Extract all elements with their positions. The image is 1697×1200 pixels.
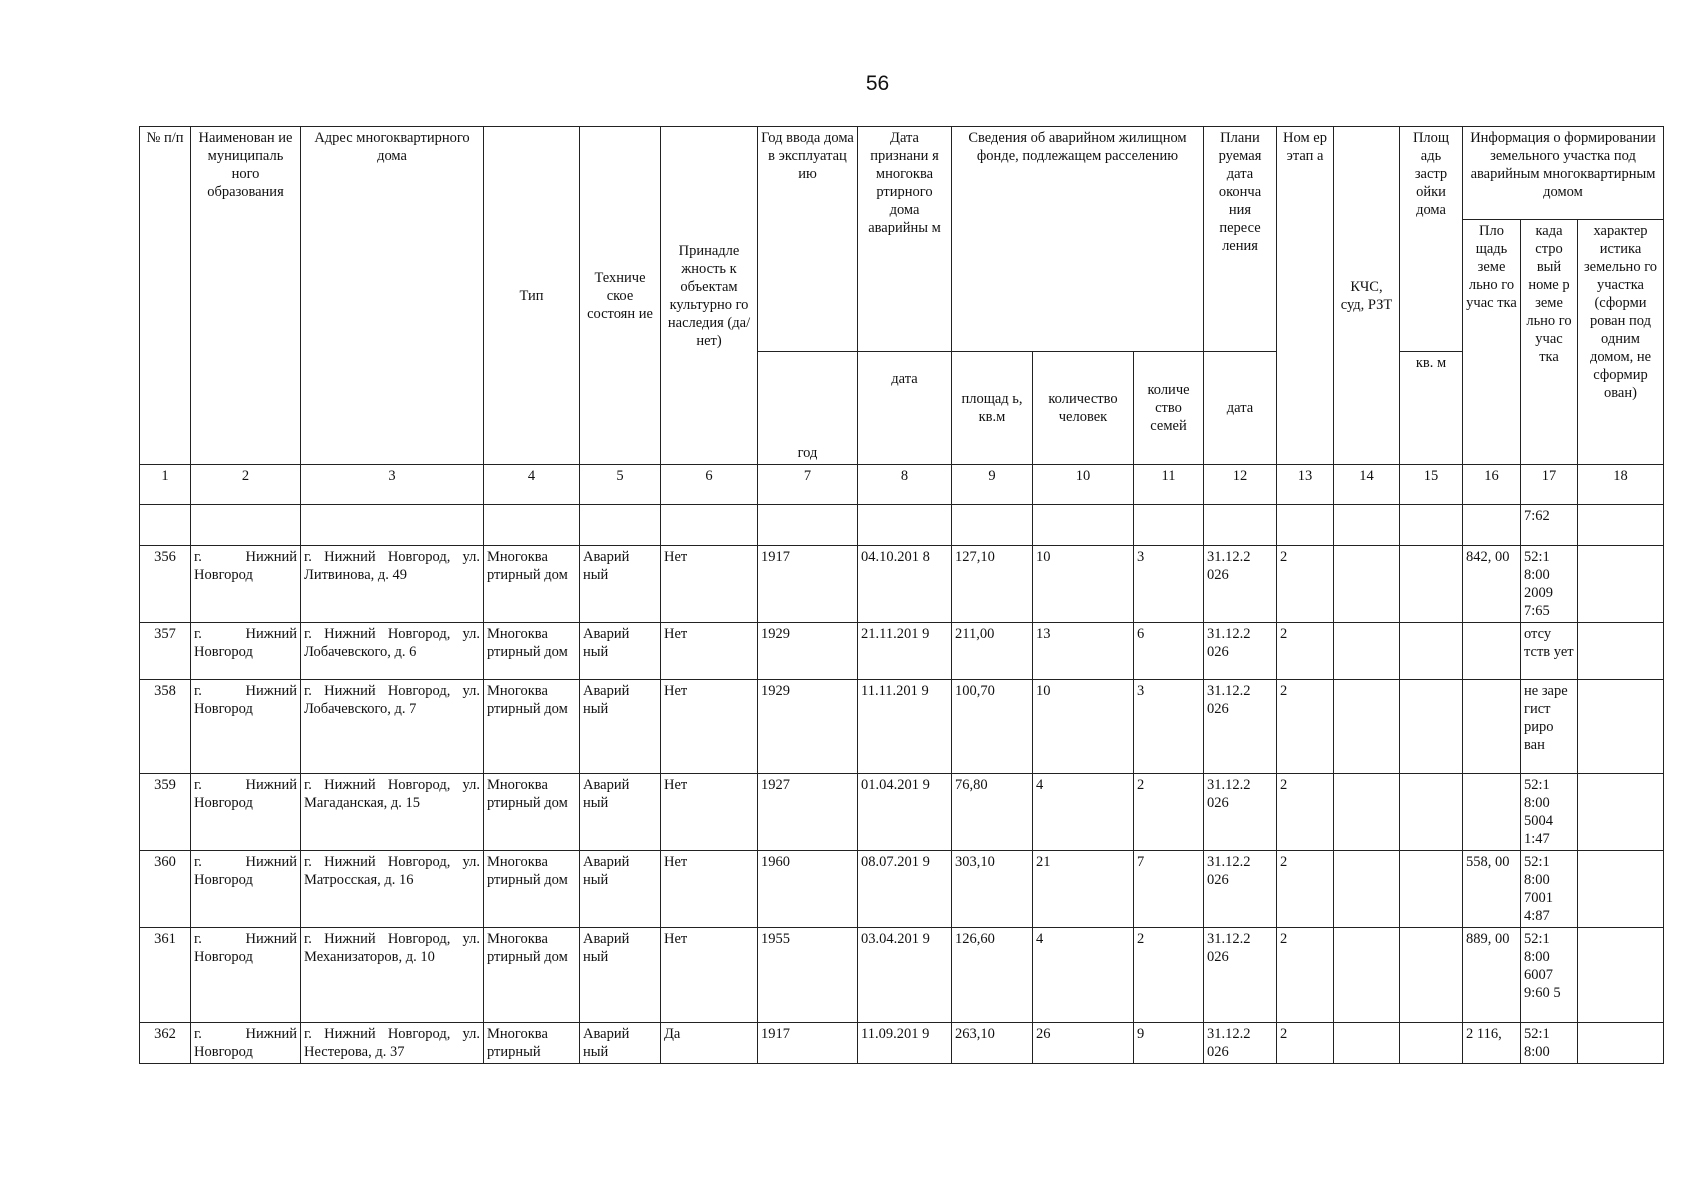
family-count-cell: 3 [1134,680,1204,774]
stage-cell: 2 [1277,546,1334,623]
emergency-date-cell: 11.11.201 9 [858,680,952,774]
row-number-cell: 360 [140,851,191,928]
kchs-cell [1334,774,1400,851]
built-area-cell [1400,774,1463,851]
land-characteristic-cell [1578,851,1664,928]
heritage-cell: Да [661,1023,758,1064]
column-number-cell: 15 [1400,465,1463,505]
table-row [140,1023,1664,1064]
technical-state-cell: Аварий ный [580,851,661,928]
column-number-cell: 4 [484,465,580,505]
heritage-cell: Нет [661,680,758,774]
unit-families: количе ство семей [1134,352,1204,465]
header-municipality: Наименован ие муниципаль ного образования [191,127,301,465]
technical-state-cell: Аварий ный [580,774,661,851]
kchs-cell [1334,851,1400,928]
municipality-cell: г. Нижний Новгород [191,928,301,1023]
people-count-cell: 4 [1033,928,1134,1023]
technical-state-cell: Аварий ный [580,546,661,623]
land-area-cell [1463,774,1521,851]
plan-date-cell: 31.12.2 026 [1204,1023,1277,1064]
land-area-cell [1463,623,1521,680]
kchs-cell [1334,680,1400,774]
built-area-cell [1400,623,1463,680]
family-count-cell: 9 [1134,1023,1204,1064]
plan-date-cell: 31.12.2 026 [1204,680,1277,774]
land-characteristic-cell [1578,928,1664,1023]
building-type-cell: Многоква ртирный дом [484,546,580,623]
year-cell: 1955 [758,928,858,1023]
table-row [140,546,1664,623]
building-type-cell: Многоква ртирный [484,1023,580,1064]
header-emergency-date: Дата признани я многоква ртирного дома аварийны м [858,127,952,352]
unit-plan-date: дата [1204,352,1277,465]
year-cell: 1927 [758,774,858,851]
area-cell: 211,00 [952,623,1033,680]
emergency-date-cell: 04.10.201 8 [858,546,952,623]
column-number-cell: 13 [1277,465,1334,505]
unit-built-area: кв. м [1400,352,1463,465]
cadastral-number-cell: 52:1 8:00 7001 4:87 [1521,851,1578,928]
family-count-cell: 6 [1134,623,1204,680]
unit-area: площад ь, кв.м [952,352,1033,465]
row-number-cell: 361 [140,928,191,1023]
emergency-date-cell: 08.07.201 9 [858,851,952,928]
emergency-date-cell: 01.04.201 9 [858,774,952,851]
address-cell: г. Нижний Новгород, ул. Литвинова, д. 49 [301,546,484,623]
technical-state-cell: Аварий ный [580,1023,661,1064]
area-cell: 303,10 [952,851,1033,928]
address-cell: г. Нижний Новгород, ул. Матросская, д. 16 [301,851,484,928]
header-address: Адрес многоквартирного дома [301,127,484,465]
people-count-cell: 26 [1033,1023,1134,1064]
address-cell: г. Нижний Новгород, ул. Механизаторов, д. 10 [301,928,484,1023]
land-area-cell: 889, 00 [1463,928,1521,1023]
heritage-cell: Нет [661,851,758,928]
row-number-cell: 358 [140,680,191,774]
cadastral-number-cell: 7:62 [1521,505,1578,546]
header-heritage: Принадле жность к объектам культурно го наследия (да/нет) [661,127,758,465]
header-emergency-housing-info: Сведения об аварийном жилищном фонде, подлежащем расселению [952,127,1204,352]
building-type-cell: Многоква ртирный дом [484,774,580,851]
year-cell: 1929 [758,623,858,680]
family-count-cell: 2 [1134,928,1204,1023]
address-cell: г. Нижний Новгород, ул. Лобачевского, д. 6 [301,623,484,680]
column-number-cell: 14 [1334,465,1400,505]
family-count-cell: 3 [1134,546,1204,623]
cadastral-number-cell: 52:1 8:00 2009 7:65 [1521,546,1578,623]
kchs-cell [1334,623,1400,680]
building-type-cell: Многоква ртирный дом [484,680,580,774]
technical-state-cell: Аварий ный [580,680,661,774]
plan-date-cell: 31.12.2 026 [1204,774,1277,851]
table-row [140,928,1664,1023]
municipality-cell: г. Нижний Новгород [191,774,301,851]
building-type-cell: Многоква ртирный дом [484,928,580,1023]
stage-cell: 2 [1277,1023,1334,1064]
column-numbers [140,465,1664,505]
emergency-date-cell: 11.09.201 9 [858,1023,952,1064]
header-land-plot-info: Информация о формировании земельного участка под аварийным многоквартирным домом [1463,127,1664,220]
people-count-cell: 13 [1033,623,1134,680]
column-number-cell: 3 [301,465,484,505]
building-type-cell: Многоква ртирный дом [484,851,580,928]
kchs-cell [1334,1023,1400,1064]
year-cell: 1917 [758,1023,858,1064]
header-built-area: Площ адь застр ойки дома [1400,127,1463,352]
built-area-cell [1400,1023,1463,1064]
column-number-cell: 2 [191,465,301,505]
header-stage-number: Ном ер этап а [1277,127,1334,465]
kchs-cell [1334,546,1400,623]
header-planned-relocation-date: Плани руемая дата оконча ния пересе ления [1204,127,1277,352]
stage-cell: 2 [1277,680,1334,774]
table-row [140,623,1664,680]
header-year-commissioned: Год ввода дома в эксплуатац ию [758,127,858,352]
land-area-cell: 842, 00 [1463,546,1521,623]
year-cell: 1960 [758,851,858,928]
row-number-cell: 362 [140,1023,191,1064]
unit-year: год [758,352,858,465]
address-cell: г. Нижний Новгород, ул. Лобачевского, д. 7 [301,680,484,774]
area-cell: 100,70 [952,680,1033,774]
header-type: Тип [484,127,580,465]
column-number-cell: 9 [952,465,1033,505]
column-number-cell: 16 [1463,465,1521,505]
table-body [140,505,1664,1064]
technical-state-cell: Аварий ный [580,928,661,1023]
heritage-cell: Нет [661,928,758,1023]
area-cell: 126,60 [952,928,1033,1023]
unit-date: дата [858,352,952,465]
land-characteristic-cell [1578,623,1664,680]
page-number: 56 [865,72,890,95]
built-area-cell [1400,928,1463,1023]
unit-people: количество человек [1033,352,1134,465]
people-count-cell: 10 [1033,680,1134,774]
land-area-cell [1463,680,1521,774]
cadastral-number-cell: 52:1 8:00 6007 9:60 5 [1521,928,1578,1023]
header-land-area: Пло щадь земе льно го учас тка [1463,220,1521,465]
built-area-cell [1400,680,1463,774]
column-number-cell: 1 [140,465,191,505]
people-count-cell: 4 [1033,774,1134,851]
emergency-date-cell: 03.04.201 9 [858,928,952,1023]
cadastral-number-cell: не заре гист риро ван [1521,680,1578,774]
municipality-cell: г. Нижний Новгород [191,1023,301,1064]
table-row [140,774,1664,851]
municipality-cell: г. Нижний Новгород [191,680,301,774]
heritage-cell: Нет [661,774,758,851]
address-cell: г. Нижний Новгород, ул. Магаданская, д. 15 [301,774,484,851]
cadastral-number-cell: 52:1 8:00 5004 1:47 [1521,774,1578,851]
year-cell: 1929 [758,680,858,774]
emergency-date-cell: 21.11.201 9 [858,623,952,680]
built-area-cell [1400,851,1463,928]
family-count-cell: 2 [1134,774,1204,851]
header-cadastral-number: када стро вый номе р земе льно го учас тка [1521,220,1578,465]
row-number-cell: 359 [140,774,191,851]
header-technical-state: Техниче ское состоян ие [580,127,661,465]
column-number-cell: 8 [858,465,952,505]
table-row-carryover [140,505,1664,546]
stage-cell: 2 [1277,928,1334,1023]
table-row [140,680,1664,774]
land-area-cell: 558, 00 [1463,851,1521,928]
built-area-cell [1400,546,1463,623]
header-no: № п/п [140,127,191,465]
table-row [140,851,1664,928]
stage-cell: 2 [1277,623,1334,680]
building-type-cell: Многоква ртирный дом [484,623,580,680]
row-number-cell: 356 [140,546,191,623]
stage-cell: 2 [1277,851,1334,928]
row-number-cell: 357 [140,623,191,680]
column-number-cell: 18 [1578,465,1664,505]
stage-cell: 2 [1277,774,1334,851]
kchs-cell [1334,928,1400,1023]
column-number-cell: 6 [661,465,758,505]
column-number-cell: 17 [1521,465,1578,505]
address-cell: г. Нижний Новгород, ул. Нестерова, д. 37 [301,1023,484,1064]
cadastral-number-cell: 52:1 8:00 [1521,1023,1578,1064]
land-characteristic-cell [1578,1023,1664,1064]
people-count-cell: 21 [1033,851,1134,928]
land-characteristic-cell [1578,774,1664,851]
area-cell: 127,10 [952,546,1033,623]
plan-date-cell: 31.12.2 026 [1204,928,1277,1023]
people-count-cell: 10 [1033,546,1134,623]
family-count-cell: 7 [1134,851,1204,928]
column-number-cell: 10 [1033,465,1134,505]
plan-date-cell: 31.12.2 026 [1204,851,1277,928]
header-kchs: КЧС, суд, РЗТ [1334,127,1400,465]
housing-registry-table [139,126,1664,1064]
land-characteristic-cell [1578,680,1664,774]
column-number-cell: 12 [1204,465,1277,505]
column-number-cell: 7 [758,465,858,505]
municipality-cell: г. Нижний Новгород [191,623,301,680]
area-cell: 263,10 [952,1023,1033,1064]
table-header [140,127,1664,465]
plan-date-cell: 31.12.2 026 [1204,623,1277,680]
column-number-cell: 11 [1134,465,1204,505]
municipality-cell: г. Нижний Новгород [191,851,301,928]
municipality-cell: г. Нижний Новгород [191,546,301,623]
year-cell: 1917 [758,546,858,623]
heritage-cell: Нет [661,623,758,680]
technical-state-cell: Аварий ный [580,623,661,680]
plan-date-cell: 31.12.2 026 [1204,546,1277,623]
cadastral-number-cell: отсу тств ует [1521,623,1578,680]
land-characteristic-cell [1578,546,1664,623]
area-cell: 76,80 [952,774,1033,851]
land-area-cell: 2 116, [1463,1023,1521,1064]
header-land-plot-characteristic: характер истика земельно го участка (сформи рован под одним домом, не сформир ован) [1578,220,1664,465]
heritage-cell: Нет [661,546,758,623]
column-number-cell: 5 [580,465,661,505]
